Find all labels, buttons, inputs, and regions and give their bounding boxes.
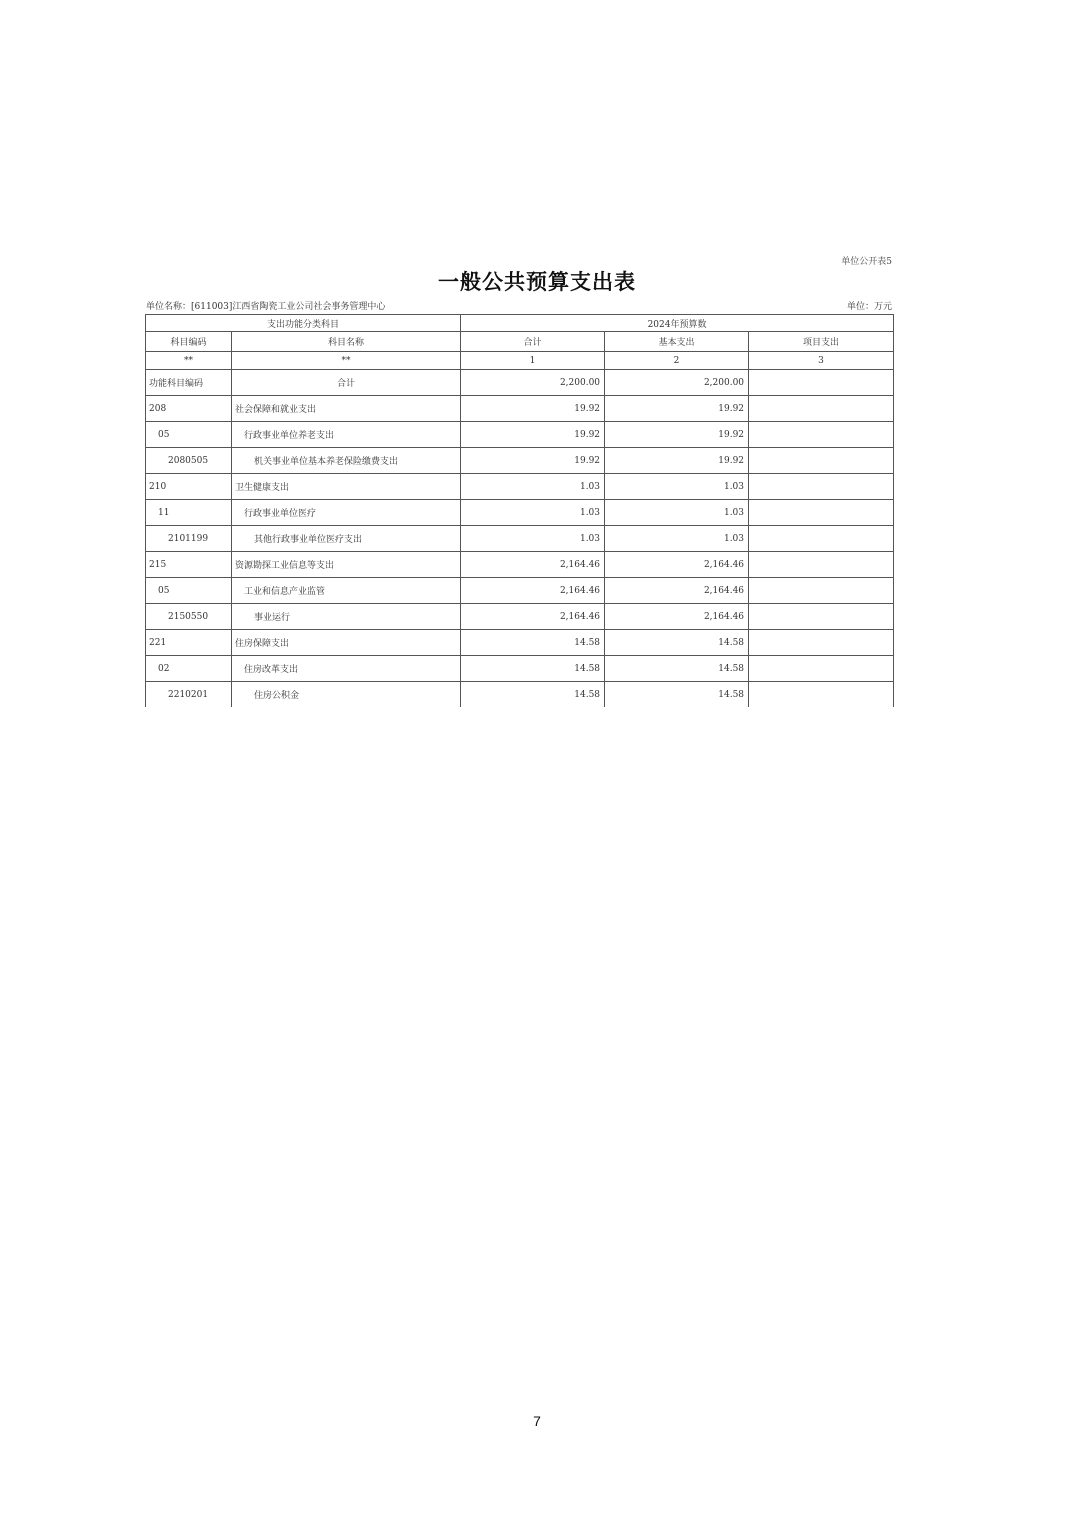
row-project [749, 552, 894, 578]
row-total: 2,200.00 [461, 370, 605, 396]
form-number: 单位公开表5 [841, 257, 892, 267]
row-name: 事业运行 [232, 604, 461, 630]
row-project [749, 604, 894, 630]
row-name: 机关事业单位基本养老保险缴费支出 [232, 448, 461, 474]
page-title: 一般公共预算支出表 [438, 269, 636, 294]
row-code: 2101199 [146, 526, 232, 552]
row-name: 行政事业单位养老支出 [232, 422, 461, 448]
row-name: 住房保障支出 [232, 630, 461, 656]
header-column-row [146, 332, 894, 352]
row-code: 210 [146, 474, 232, 500]
header-code: 科目编码 [146, 332, 232, 352]
unit-name: 单位名称：[611003]江西省陶瓷工业公司社会事务管理中心 [146, 302, 386, 312]
row-project [749, 396, 894, 422]
row-code: 208 [146, 396, 232, 422]
header-basic: 基本支出 [605, 332, 749, 352]
row-basic: 14.58 [605, 656, 749, 682]
budget-table [145, 314, 894, 707]
row-code: 2080505 [146, 448, 232, 474]
row-basic: 2,164.46 [605, 578, 749, 604]
table-row [146, 604, 894, 630]
table-row [146, 422, 894, 448]
table-row [146, 656, 894, 682]
row-basic: 14.58 [605, 630, 749, 656]
page-number: 7 [533, 1413, 541, 1429]
row-name: 住房改革支出 [232, 656, 461, 682]
row-code: 02 [146, 656, 232, 682]
row-total: 14.58 [461, 656, 605, 682]
table-row [146, 474, 894, 500]
row-project [749, 500, 894, 526]
header-group-left: 支出功能分类科目 [146, 315, 461, 332]
row-code: 11 [146, 500, 232, 526]
index-name: ** [232, 352, 461, 370]
row-name: 工业和信息产业监管 [232, 578, 461, 604]
row-basic: 14.58 [605, 682, 749, 708]
row-basic: 19.92 [605, 396, 749, 422]
row-name: 社会保障和就业支出 [232, 396, 461, 422]
table-row-total [146, 370, 894, 396]
row-total: 14.58 [461, 630, 605, 656]
row-total: 1.03 [461, 500, 605, 526]
row-project [749, 474, 894, 500]
row-basic: 19.92 [605, 422, 749, 448]
row-code: 05 [146, 422, 232, 448]
row-name: 卫生健康支出 [232, 474, 461, 500]
row-name: 行政事业单位医疗 [232, 500, 461, 526]
row-basic: 1.03 [605, 526, 749, 552]
table-row [146, 552, 894, 578]
index-project: 3 [749, 352, 894, 370]
row-project [749, 630, 894, 656]
index-basic: 2 [605, 352, 749, 370]
unit-label: 单位：万元 [846, 302, 892, 312]
row-project [749, 448, 894, 474]
table-row [146, 682, 894, 708]
row-basic: 1.03 [605, 500, 749, 526]
header-index-row [146, 352, 894, 370]
row-project [749, 578, 894, 604]
row-total: 14.58 [461, 682, 605, 708]
row-project [749, 370, 894, 396]
header-group-row [146, 315, 894, 332]
header-total: 合计 [461, 332, 605, 352]
row-name: 资源勘探工业信息等支出 [232, 552, 461, 578]
row-basic: 2,164.46 [605, 604, 749, 630]
row-basic: 2,200.00 [605, 370, 749, 396]
table-row [146, 630, 894, 656]
row-basic: 19.92 [605, 448, 749, 474]
row-basic: 1.03 [605, 474, 749, 500]
header-project: 项目支出 [749, 332, 894, 352]
row-total: 2,164.46 [461, 604, 605, 630]
row-total: 2,164.46 [461, 578, 605, 604]
row-project [749, 682, 894, 708]
table-row [146, 500, 894, 526]
table-row [146, 526, 894, 552]
row-code: 05 [146, 578, 232, 604]
index-total: 1 [461, 352, 605, 370]
header-name: 科目名称 [232, 332, 461, 352]
row-project [749, 526, 894, 552]
row-code: 功能科目编码 [146, 370, 232, 396]
row-basic: 2,164.46 [605, 552, 749, 578]
table-row [146, 578, 894, 604]
row-project [749, 656, 894, 682]
row-total: 2,164.46 [461, 552, 605, 578]
row-project [749, 422, 894, 448]
row-total: 19.92 [461, 448, 605, 474]
row-total: 19.92 [461, 396, 605, 422]
row-code: 215 [146, 552, 232, 578]
row-total: 1.03 [461, 474, 605, 500]
row-name: 合计 [232, 370, 461, 396]
table-row [146, 448, 894, 474]
index-code: ** [146, 352, 232, 370]
row-total: 1.03 [461, 526, 605, 552]
table-row [146, 396, 894, 422]
row-name: 住房公积金 [232, 682, 461, 708]
row-name: 其他行政事业单位医疗支出 [232, 526, 461, 552]
row-code: 221 [146, 630, 232, 656]
row-total: 19.92 [461, 422, 605, 448]
header-group-right: 2024年预算数 [461, 315, 894, 332]
row-code: 2150550 [146, 604, 232, 630]
row-code: 2210201 [146, 682, 232, 708]
